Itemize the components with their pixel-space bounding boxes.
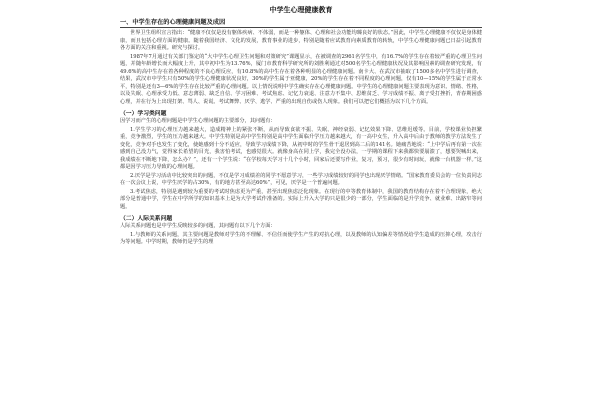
paragraph: 1987年7月通过有关部门鉴定的“大中学生心理卫生问题和对策研究”课题显示，在被调查的2961名学生中，有16.7%的学生存在着较严重的心理卫生问题，并随年龄增长而大幅度上升，其中初中生为13.76%，厦门市教育科学研究所的刘胜利通过对500名学生心理健康状况及其影响因素的调查研究发现，有49.6%的高中生存在着各种程度的不良心理反应，有10.8%的高中生存在着各种明显的心理健康问题。南卡大、在武汉市抽取了1500多名中学生进行调查，结果，武汉市中学生只有50%的学生心理健康状况良好，30%的学生属于亚健康，20%的学生存在着不同程度的心理问题，仅有10—15%的学生属于正常水平，特别是还有3—6%的学生存在比较严重的心理问题。以上情况说明中学生确实存在心理健康问题。中学生的心理健康问题主要表现为意识、情绪、性格，以及失眠、心理承受力低、意志薄弱、缺乏自信、学习困难、考试焦虑、记忆力衰退、注意力不集中、思维贫乏、学习成绩不振、离子受打挫折，青春期困惑心理，并在行为上出现打架、骂人、说谎、考试舞弊、厌学、逃学、严重的出现自伤或伤人现象。我们可以把它们概括为以下几个方面。 — [120, 53, 482, 105]
document-title: 中学生心理健康教育 — [269, 6, 333, 14]
heading-divider — [120, 27, 482, 28]
subsection-heading-study: （一）学习类问题 — [120, 111, 167, 117]
paragraph: 因学习而产生的心理问题是中学生心理问题的主要部分，其问题有： — [120, 118, 276, 124]
paragraph: 世界卫生组织宣言指出：“健康不仅仅是没有躯体疾病、不体弱，而是一种躯体、心理和社会功能均臻良好的状态。”因此，中学生心理健康不仅仅是身体健康，而且包括心理方面的健康。随着我国经济、文化的发展，教育事业的进步，特别是随着应试教育向素质教育的转轨，中学生心理健康问题已日益引起教育各方面的关注和重视。研究与探讨。 — [120, 30, 482, 51]
paragraph: 3.考试焦虑，特别是遇到较为重要的考试时焦虑更为严重，甚至出现焦虑泛化现象。在现行的中等教育体制中，我国的教育结构存在着不合理现象，绝大部分是普通中学，学生在中学所学的知识基本上是为大学考试作准备的。实际上升入大学的只是很少的一部分，学生面临的是升学竞争、就业难、出路窄等问题。 — [120, 188, 482, 210]
subsection-heading-relations: （二）人际关系问题 — [120, 216, 173, 222]
paragraph: 人际关系问题也是中学生反映较多的问题，其问题有以下几个方面： — [120, 223, 276, 229]
document-page — [120, 0, 482, 400]
paragraph: 1.学生学习的心理压力越来越大，造成精神上的紧张不断，从而导致食欲不振、失眠、神经衰弱、记忆效果下降、思维迟缓等。目前，学校课业负担繁重，竞争激烈，学生的压力越来越大。中学生特别是高中学生特别是高中学生面临升学压力越来越大，有一高中女生，升入高中后由于教师的教学方法发生了变化，竞争对手也发生了变化，使她感到十分不适应，导致学习成绩下降，从初中时的学生骨干退居到高二后的141名。她痛苦地说：“上中学后再有第一次在感到自己没力气，觉得家长希望的目光，我害怕考试，也感觉很大。就像身高在同上学，我完全没办法，一学期的课程下来我都快要崩溃了，想要哭喊出来，我成绩在不断地下降，怎么办？”，还有一个学生说：“在学校每天学习十几个小时，回家后还要写作业，复习，预习，很少有时间玩，就像一台机器一样。”这都是因学习压力导致的心理问题。 — [120, 126, 482, 170]
paragraph: 1.与教师的关系问题，其主要问题是教师对学生的不理解、不信任而使学生产生的对抗心理，以及教师的认知偏差等情况给学生造成的压抑心理，攻击行为等问题。中学时期，教师仍是学生的理 — [120, 231, 482, 245]
section-heading-problems: 一、中学生存在的心理健康问题及成因 — [120, 19, 226, 26]
paragraph: 2.厌学是学习活动中比较突出的问题，不仅是学习成绩差的同学不愿意学习，一些学习成绩较好的同学也出现厌学情绪。“国家教育委员会的一位负责同志在一次会议上说，中学生厌学的占30%，有的地方甚至高达60%”，可见，厌学是一个普遍问题。 — [120, 172, 482, 186]
